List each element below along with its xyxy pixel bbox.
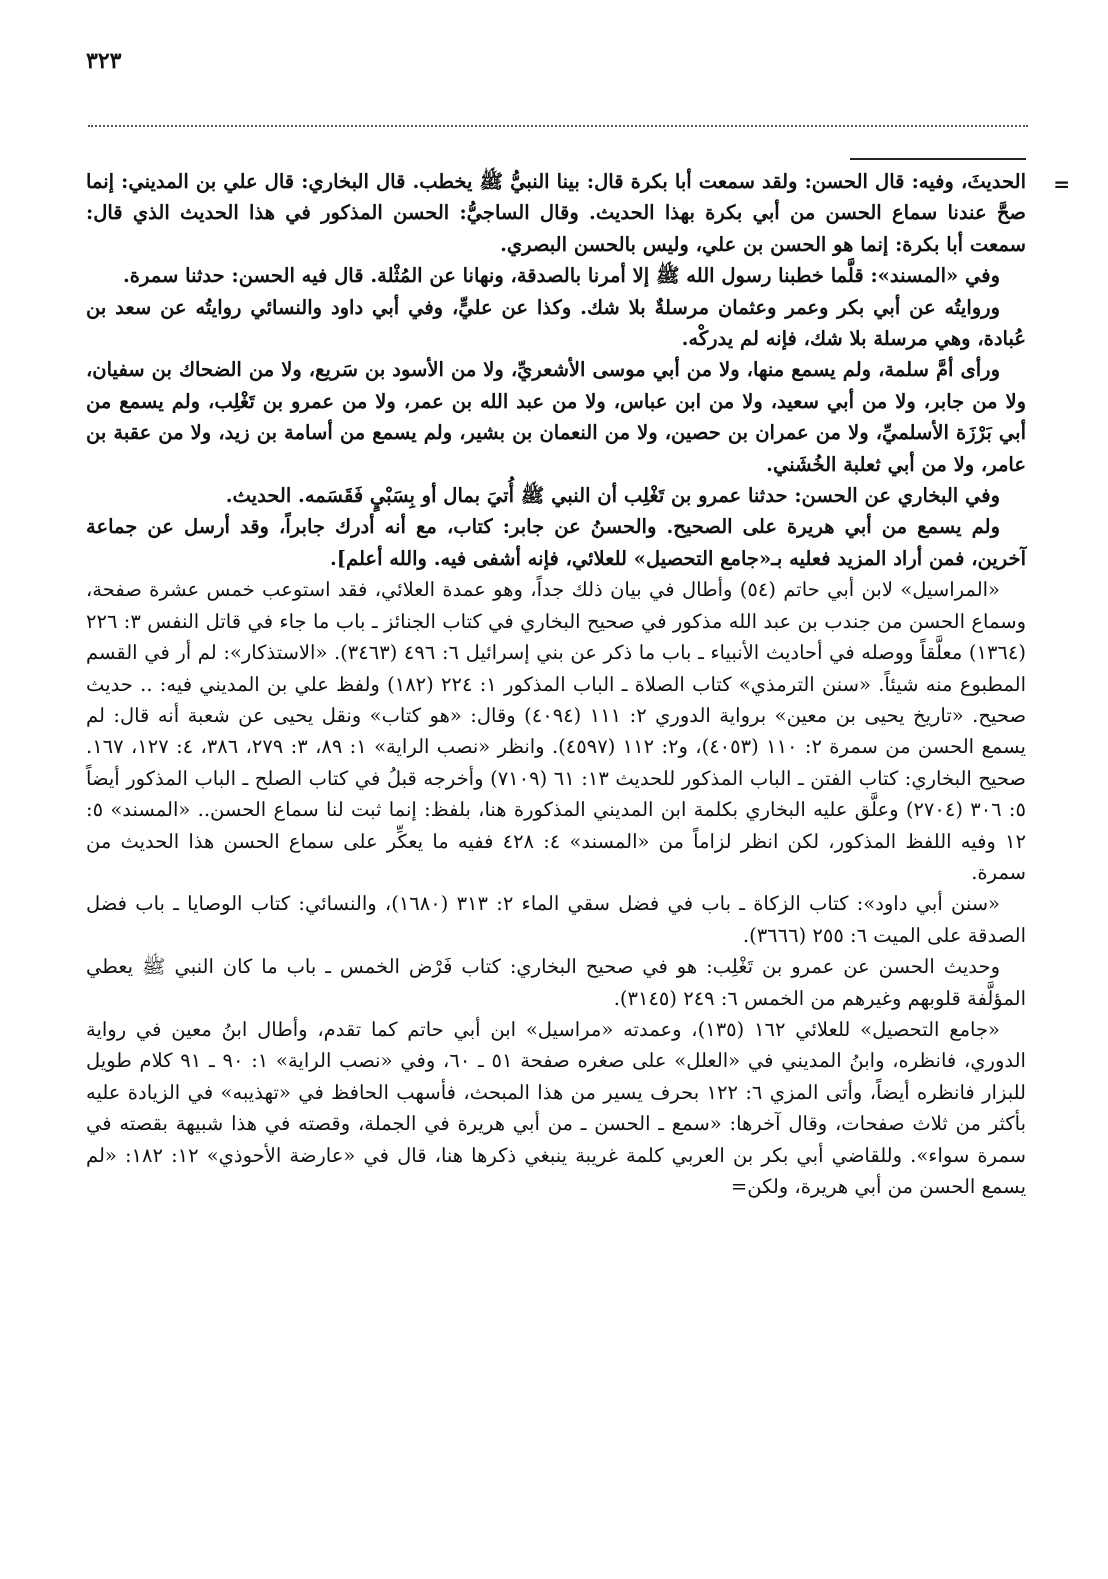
header-dotted-rule	[88, 125, 1028, 127]
continuation-mark: =	[1053, 172, 1070, 196]
footnote-paragraph-2: «سنن أبي داود»: كتاب الزكاة ـ باب في فضل سقي الماء ٢: ٣١٣ (١٦٨٠)، والنسائي: كتاب الوصايا ـ باب فضل الصدقة على الميت ٦: ٢٥٥ (٣٦٦٦).	[86, 892, 1026, 947]
footnote-paragraph-1: «المراسيل» لابن أبي حاتم (٥٤) وأطال في بيان ذلك جداً، وهو عمدة العلائي، فقد استوعب خمس عشرة صفحة، وسماع الحسن من جندب بن عبد الله مذكور في صحيح البخاري في كتاب الجنائز ـ باب ما جاء في قاتل النفس ٣: ٢٢٦ (١٣٦٤) معلَّقاً ووصله في أحاديث الأنبياء ـ باب ما ذكر عن بني إسرائيل ٦: ٤٩٦ (٣٤٦٣). «الاستذكار»: لم أر في القسم المطبوع منه شيئاً. «سنن الترمذي» كتاب الصلاة ـ الباب المذكور ١: ٢٢٤ (١٨٢) ولفظ علي بن المديني فيه: .. حديث صحيح. «تاريخ يحيى بن معين» برواية الدوري ٢: ١١١ (٤٠٩٤) وقال: «هو كتاب» ونقل يحيى عن شعبة أنه قال: لم يسمع الحسن من سمرة ٢: ١١٠ (٤٠٥٣)، و٢: ١١٢ (٤٥٩٧). وانظر «نصب الراية» ١: ٨٩، ٣: ٢٧٩، ٣٨٦، ٤: ١٢٧، ١٦٧. صحيح البخاري: كتاب الفتن ـ الباب المذكور للحديث ١٣: ٦١ (٧١٠٩) وأخرجه قبلُ في كتاب الصلح ـ الباب المذكور أيضاً ٥: ٣٠٦ (٢٧٠٤) وعلَّق عليه البخاري بكلمة ابن المديني المذكورة هنا، بلفظ: إنما ثبت لنا سماع الحسن.. «المسند» ٥: ١٢ وفيه اللفظ المذكور، لكن انظر لزاماً من «المسند» ٤: ٤٢٨ ففيه ما يعكِّر على سماع الحسن هذا الحديث من سمرة.	[86, 578, 1026, 884]
paragraph-5: وفي البخاري عن الحسن: حدثنا عمرو بن تَغْلِب أن النبي ﷺ أُتيَ بمال أو بِسَبْيٍ فَقَسَمه. الحديث.	[225, 484, 1000, 508]
footnote-paragraph-3: وحديث الحسن عن عمرو بن تَغْلِب: هو في صحيح البخاري: كتاب فَرْض الخمس ـ باب ما كان النبي ﷺ يعطي المؤلَّفة قلوبهم وغيرهم من الخمس ٦: ٢٤٩ (٣١٤٥).	[86, 955, 1026, 1010]
paragraph-1: الحديثَ، وفيه: قال الحسن: ولقد سمعت أبا بكرة قال: بينا النبيُّ ﷺ يخطب. قال البخاري: قال علي بن المديني: إنما صحَّ عندنا سماع الحسن من أبي بكرة بهذا الحديث. وقال الساجيُّ: الحسن المذكور في هذا الحديث الذي قال: سمعت أبا بكرة: إنما هو الحسن بن علي، وليس بالحسن البصري.	[86, 170, 1026, 256]
paragraph-2: وفي «المسند»: قلَّما خطبنا رسول الله ﷺ إلا أمرنا بالصدقة، ونهانا عن المُثْلة. قال فيه الحسن: حدثنا سمرة.	[123, 264, 1000, 288]
paragraph-6: ولم يسمع من أبي هريرة على الصحيح. والحسنُ عن جابر: كتاب، مع أنه أدرك جابراً، وقد أرسل عن جماعة آخرين، فمن أراد المزيد فعليه بـ«جامع التحصيل» للعلائي، فإنه أشفى فيه. والله أعلم].	[86, 515, 1026, 570]
page-body	[86, 166, 1026, 1202]
footnote-paragraph-4: «جامع التحصيل» للعلائي ١٦٢ (١٣٥)، وعمدته «مراسيل» ابن أبي حاتم كما تقدم، وأطال ابنُ معين في رواية الدوري، فانظره، وابنُ المديني في «العلل» على صغره صفحة ٥١ ـ ٦٠، وفي «نصب الراية» ١: ٩٠ ـ ٩١ كلام طويل للبزار فانظره أيضاً، وأتى المزي ٦: ١٢٢ بحرف يسير من هذا المبحث، فأسهب الحافظ في «تهذيبه» في الزيادة عليه بأكثر من ثلاث صفحات، وقال آخرها: «سمع ـ الحسن ـ من أبي هريرة في الجملة، وقصته في هذا شبيهة بقصته في سمرة سواء». وللقاضي أبي بكر بن العربي كلمة غريبة ينبغي ذكرها هنا، قال في «عارضة الأحوذي» ١٢: ١٨٢: «لم يسمع الحسن من أبي هريرة، ولكن=	[86, 1017, 1026, 1198]
paragraph-4: ورأى أمَّ سلمة، ولم يسمع منها، ولا من أبي موسى الأشعريِّ، ولا من الأسود بن سَريع، ولا من الضحاك بن سفيان، ولا من جابر، ولا من أبي سعيد، ولا من ابن عباس، ولا من عبد الله بن عمر، ولا من عمرو بن تَغْلِب، ولم يسمع من أبي بَرْزَة الأسلميِّ، ولا من عمران بن حصين، ولا من النعمان بن بشير، ولم يسمع من أسامة بن زيد، ولا من عقبة بن عامر، ولا من أبي ثعلبة الخُشَني.	[86, 358, 1026, 476]
paragraph-3: وروايتُه عن أبي بكر وعمر وعثمان مرسلةٌ بلا شك. وكذا عن عليٍّ، وفي أبي داود والنسائي روايتُه عن سعد بن عُبادة، وهي مرسلة بلا شك، فإنه لم يدركْه.	[86, 295, 1026, 351]
footnote-separator-rule	[850, 158, 1026, 160]
page-number: ٣٢٣	[86, 48, 122, 74]
